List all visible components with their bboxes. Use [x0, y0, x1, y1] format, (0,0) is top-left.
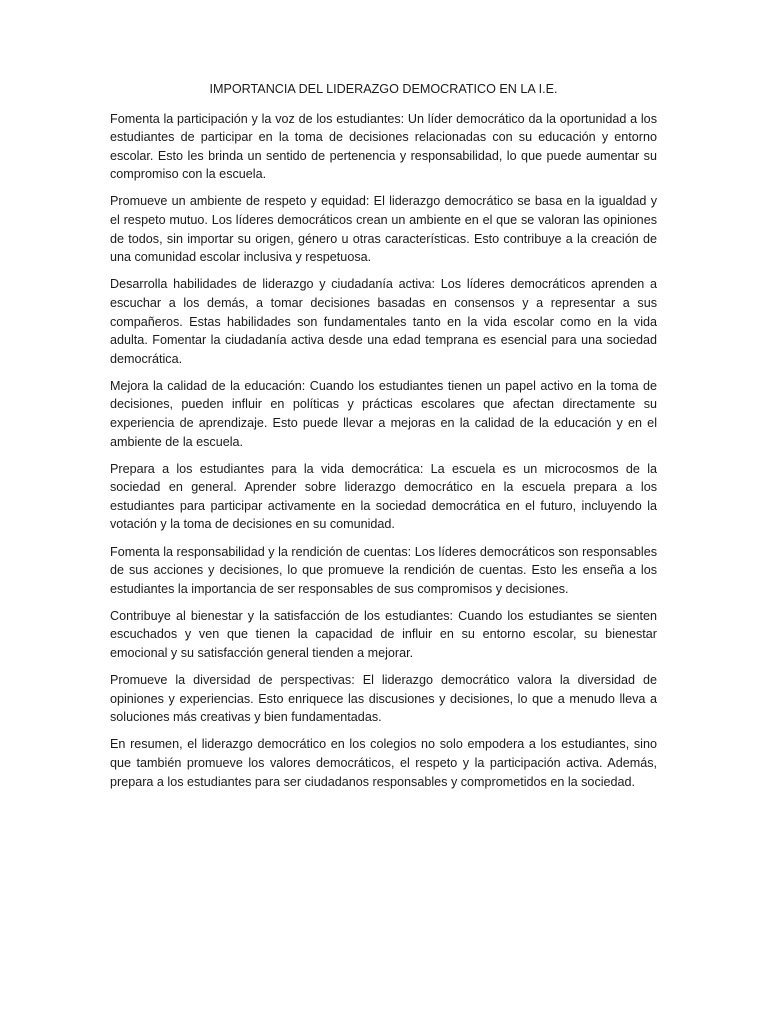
paragraph-participacion: Fomenta la participación y la voz de los estudiantes: Un líder democrático da la oportunidad a los estudiantes de participar en la toma de decisiones relacionadas con su educación y entorno escolar. Esto les brinda un sentido de pertenencia y responsabilidad, lo que puede aumentar su compromiso con la escuela. [110, 111, 657, 182]
paragraph-resumen: En resumen, el liderazgo democrático en los colegios no solo empodera a los estudiantes, sino que también promueve los valores democráticos, el respeto y la participación activa. Además, prepara a los estudiantes para ser ciudadanos responsables y comprometidos en la sociedad. [110, 737, 657, 789]
paragraph-vida-democratica: Prepara a los estudiantes para la vida democrática: La escuela es un microcosmos de la sociedad en general. Aprender sobre liderazgo democrático en la escuela prepara a los estudiantes para participar activamente en la sociedad democrática en el futuro, incluyendo la votación y la toma de decisiones en su comunidad. [110, 461, 657, 532]
paragraph-calidad-educacion: Mejora la calidad de la educación: Cuando los estudiantes tienen un papel activo en la toma de decisiones, pueden influir en políticas y prácticas escolares que afectan directamente su experiencia de aprendizaje. Esto puede llevar a mejoras en la calidad de la educación y en el ambiente de la escuela. [110, 378, 657, 449]
paragraph-habilidades-liderazgo: Desarrolla habilidades de liderazgo y ciudadanía activa: Los líderes democráticos aprenden a escuchar a los demás, a tomar decisiones basadas en consensos y a representar a sus compañeros. Estas habilidades son fundamentales tanto en la vida escolar como en la vida adulta. Fomentar la ciudadanía activa desde una edad temprana es esencial para una sociedad democrática. [110, 277, 657, 366]
paragraph-bienestar: Contribuye al bienestar y la satisfacción de los estudiantes: Cuando los estudiantes se sienten escuchados y ven que tienen la capacidad de influir en su entorno escolar, su bienestar emocional y su satisfacción general tienden a mejorar. [110, 608, 657, 661]
paragraph-diversidad: Promueve la diversidad de perspectivas: El liderazgo democrático valora la diversidad de opiniones y experiencias. Esto enriquece las discusiones y decisiones, lo que a menudo lleva a soluciones más creativas y bien fundamentadas. [110, 673, 657, 725]
paragraph-respeto-equidad: Promueve un ambiente de respeto y equidad: El liderazgo democrático se basa en la igualdad y el respeto mutuo. Los líderes democráticos crean un ambiente en el que se valoran las opiniones de todos, sin importar su origen, género u otras características. Esto contribuye a la creación de una comunidad escolar inclusiva y respetuosa. [110, 194, 657, 265]
paragraph-responsabilidad: Fomenta la responsabilidad y la rendición de cuentas: Los líderes democráticos son responsables de sus acciones y decisiones, lo que promueve la rendición de cuentas. Esto les enseña a los estudiantes la importancia de ser responsables de sus compromisos y decisiones. [110, 544, 657, 596]
document-body [110, 80, 657, 800]
document-title: IMPORTANCIA DEL LIDERAZGO DEMOCRATICO EN LA I.E. [209, 82, 558, 96]
